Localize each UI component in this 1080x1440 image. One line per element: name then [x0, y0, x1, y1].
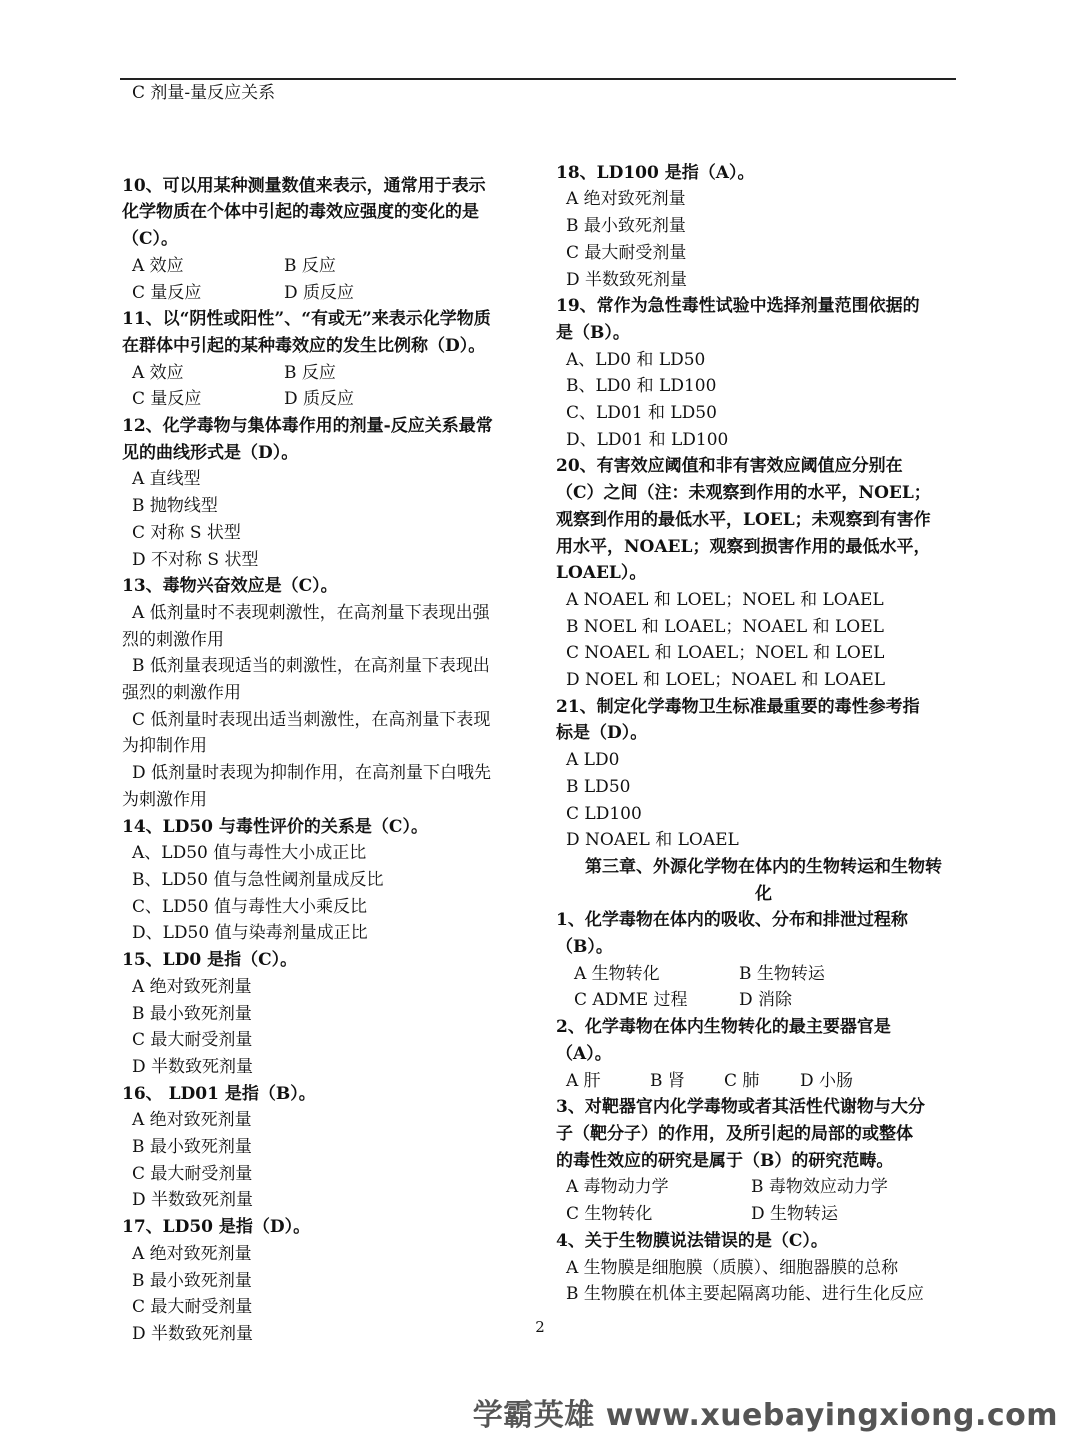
option-a: A 绝对致死剂量 — [132, 1110, 252, 1131]
option-b: B 最小致死剂量 — [566, 216, 686, 237]
option-a: A 效应 — [132, 255, 184, 276]
option-a: A 绝对致死剂量 — [566, 189, 686, 210]
question-10: 10、可以用某种测量数值来表示，通常用于表示 化学物质在个体中引起的毒效应强度的变化的是 （C）。 A 效应 B 反应 C 量反应 D 质反应 — [122, 173, 532, 307]
option-b: B、LD0 和 LD100 — [566, 376, 717, 397]
option-b: B 生物膜在机体主要起隔离功能、进行生化反应 — [566, 1284, 924, 1305]
option-c: C NOAEL 和 LOAEL；NOEL 和 LOEL — [566, 643, 885, 664]
option-c: C、LD50 值与毒性大小乘反比 — [132, 896, 367, 917]
option-d: D 小肠 — [800, 1070, 854, 1091]
option-c: C 量反应 — [132, 282, 202, 303]
question-11: 11、以“阴性或阳性”、“有或无”来表示化学物质 在群体中引起的某种毒效应的发生比例称（D）。 A 效应 B 反应 C 量反应 D 质反应 — [122, 306, 532, 413]
option-c: C LD100 — [566, 803, 642, 824]
option-d: D 生物转运 — [751, 1204, 839, 1225]
question-17: 17、LD50 是指（D）。 A 绝对致死剂量 B 最小致死剂量 C 最大耐受剂量 D 半数致死剂量 — [122, 1214, 532, 1348]
option-b: B 最小致死剂量 — [132, 1137, 252, 1158]
option-a: A NOAEL 和 LOEL；NOEL 和 LOAEL — [566, 589, 884, 610]
chapter3-question-1: 1、化学毒物在体内的吸收、分布和排泄过程称 （B）。 A 生物转化 B 生物转运 C ADME 过程 D 消除 — [556, 907, 961, 1014]
option-d: D 消除 — [739, 990, 793, 1011]
option-c: C 最大耐受剂量 — [566, 242, 687, 263]
option-a: A 生物膜是细胞膜（质膜）、细胞器膜的总称 — [566, 1257, 899, 1278]
option-a: A 绝对致死剂量 — [132, 1243, 252, 1264]
option-c: C 生物转化 — [566, 1204, 653, 1225]
question-15: 15、LD0 是指（C）。 A 绝对致死剂量 B 最小致死剂量 C 最大耐受剂量 D 半数致死剂量 — [122, 947, 532, 1081]
option-c: C 低剂量时表现出适当刺激性，在高剂量下表现 — [132, 709, 491, 730]
option-d: D 半数致死剂量 — [132, 1056, 254, 1077]
option-c: C 最大耐受剂量 — [132, 1297, 253, 1318]
option-b: B、LD50 值与急性阈剂量成反比 — [132, 869, 384, 890]
option-a: A 直线型 — [132, 469, 201, 490]
option-d: D 半数致死剂量 — [132, 1190, 254, 1211]
option-c: C、LD01 和 LD50 — [566, 403, 717, 424]
option-a: A、LD50 值与毒性大小成正比 — [132, 843, 367, 864]
option-b: B 反应 — [284, 255, 336, 276]
option-c: C 肺 — [724, 1070, 760, 1091]
option-d: D 低剂量时表现为抑制作用，在高剂量下白哦先 — [132, 763, 492, 784]
option-b: B NOEL 和 LOAEL；NOAEL 和 LOEL — [566, 616, 884, 637]
question-18: 18、LD100 是指（A）。 A 绝对致死剂量 B 最小致死剂量 C 最大耐受剂量 D 半数致死剂量 — [556, 160, 961, 294]
page-number: 2 — [535, 1318, 545, 1336]
chapter3-question-2: 2、化学毒物在体内生物转化的最主要器官是 （A）。 A 肝 B 肾 C 肺 D 小肠 — [556, 1014, 961, 1094]
option-a: A 生物转化 — [574, 963, 660, 984]
option-d: D 质反应 — [284, 282, 355, 303]
option-d: D 半数致死剂量 — [132, 1323, 254, 1344]
option-d: D NOEL 和 LOEL；NOAEL 和 LOAEL — [566, 670, 886, 691]
option-c: C 量反应 — [132, 389, 202, 410]
top-line: C 剂量-量反应关系 — [132, 83, 276, 103]
chapter3-question-4: 4、关于生物膜说法错误的是（C）。 A 生物膜是细胞膜（质膜）、细胞器膜的总称 B 生物膜在机体主要起隔离功能、进行生化反应 — [556, 1228, 961, 1308]
option-a: A 低剂量时不表现刺激性，在高剂量下表现出强 — [132, 602, 490, 623]
option-b: B 抛物线型 — [132, 496, 218, 517]
option-b: B 肾 — [650, 1070, 685, 1091]
option-d: D NOAEL 和 LOAEL — [566, 830, 739, 851]
question-21: 21、制定化学毒物卫生标准最重要的毒性参考指 标是（D）。 A LD0 B LD50 C LD100 D NOAEL 和 LOAEL — [556, 694, 961, 854]
option-a: A 毒物动力学 — [566, 1177, 669, 1198]
option-b: B 最小致死剂量 — [132, 1003, 252, 1024]
option-d: D 不对称 S 状型 — [132, 549, 259, 570]
question-20: 20、有害效应阈值和非有害效应阈值应分别在 （C）之间（注：未观察到作用的水平，NOEL； 观察到作用的最低水平，LOEL；未观察到有害作 用水平，NOAEL；观察到损害作用的最低水平， LOAEL）。 A NOAEL 和 LOEL；NOEL 和 LOAEL B NOEL 和 LOAEL；NOAEL 和 LOEL C NOAEL 和 LOAEL；NOEL 和 LOEL D NOEL 和 LOEL；NOAEL 和 LOAEL — [556, 453, 961, 693]
option-b: B 毒物效应动力学 — [751, 1177, 888, 1198]
option-b: B 反应 — [284, 362, 336, 383]
question-16: 16、 LD01 是指（B）。 A 绝对致死剂量 B 最小致死剂量 C 最大耐受剂量 D 半数致死剂量 — [122, 1081, 532, 1215]
chapter-heading: 第三章、外源化学物在体内的生物转运和生物转 化 — [585, 856, 942, 904]
left-column — [122, 80, 532, 1348]
option-b: B 低剂量表现适当的刺激性，在高剂量下表现出 — [132, 656, 490, 677]
chapter3-question-3: 3、对靶器官内化学毒物或者其活性代谢物与大分 子（靶分子）的作用，及所引起的局部的或整体 的毒性效应的研究是属于（B）的研究范畴。 A 毒物动力学 B 毒物效应动力学 C 生物转化 D 生物转运 — [556, 1094, 961, 1228]
question-13: 13、毒物兴奋效应是（C）。 A 低剂量时不表现刺激性，在高剂量下表现出强 烈的刺激作用 B 低剂量表现适当的刺激性，在高剂量下表现出 强烈的刺激作用 C 低剂量时表现出适当刺激性，在高剂量下表现 为抑制作用 D 低剂量时表现为抑制作用，在高剂量下白哦先 为刺激作用 — [122, 573, 532, 813]
option-a: A 效应 — [132, 362, 184, 383]
question-14: 14、LD50 与毒性评价的关系是（C）。 A、LD50 值与毒性大小成正比 B、LD50 值与急性阈剂量成反比 C、LD50 值与毒性大小乘反比 D、LD50 值与染毒剂量成正比 — [122, 814, 532, 948]
option-c: C 最大耐受剂量 — [132, 1030, 253, 1051]
option-d: D、LD01 和 LD100 — [566, 429, 729, 450]
question-19: 19、常作为急性毒性试验中选择剂量范围依据的 是（B）。 A、LD0 和 LD50 B、LD0 和 LD100 C、LD01 和 LD50 D、LD01 和 LD100 — [556, 293, 961, 453]
right-column — [556, 80, 961, 1308]
option-b: B 生物转运 — [739, 963, 825, 984]
option-c: C ADME 过程 — [574, 990, 688, 1011]
option-a: A 绝对致死剂量 — [132, 976, 252, 997]
option-a: A 肝 — [566, 1070, 601, 1091]
option-d: D 质反应 — [284, 389, 355, 410]
option-d: D 半数致死剂量 — [566, 269, 688, 290]
option-a: A LD0 — [566, 750, 620, 771]
site-watermark: 学霸英雄 www.xuebayingxiong.com — [472, 1398, 1058, 1433]
option-b: B LD50 — [566, 776, 631, 797]
option-c: C 对称 S 状型 — [132, 522, 241, 543]
question-12: 12、化学毒物与集体毒作用的剂量-反应关系最常 见的曲线形式是（D）。 A 直线型 B 抛物线型 C 对称 S 状型 D 不对称 S 状型 — [122, 413, 532, 573]
option-b: B 最小致死剂量 — [132, 1270, 252, 1291]
option-a: A、LD0 和 LD50 — [566, 349, 706, 370]
option-c: C 最大耐受剂量 — [132, 1163, 253, 1184]
option-d: D、LD50 值与染毒剂量成正比 — [132, 923, 368, 944]
